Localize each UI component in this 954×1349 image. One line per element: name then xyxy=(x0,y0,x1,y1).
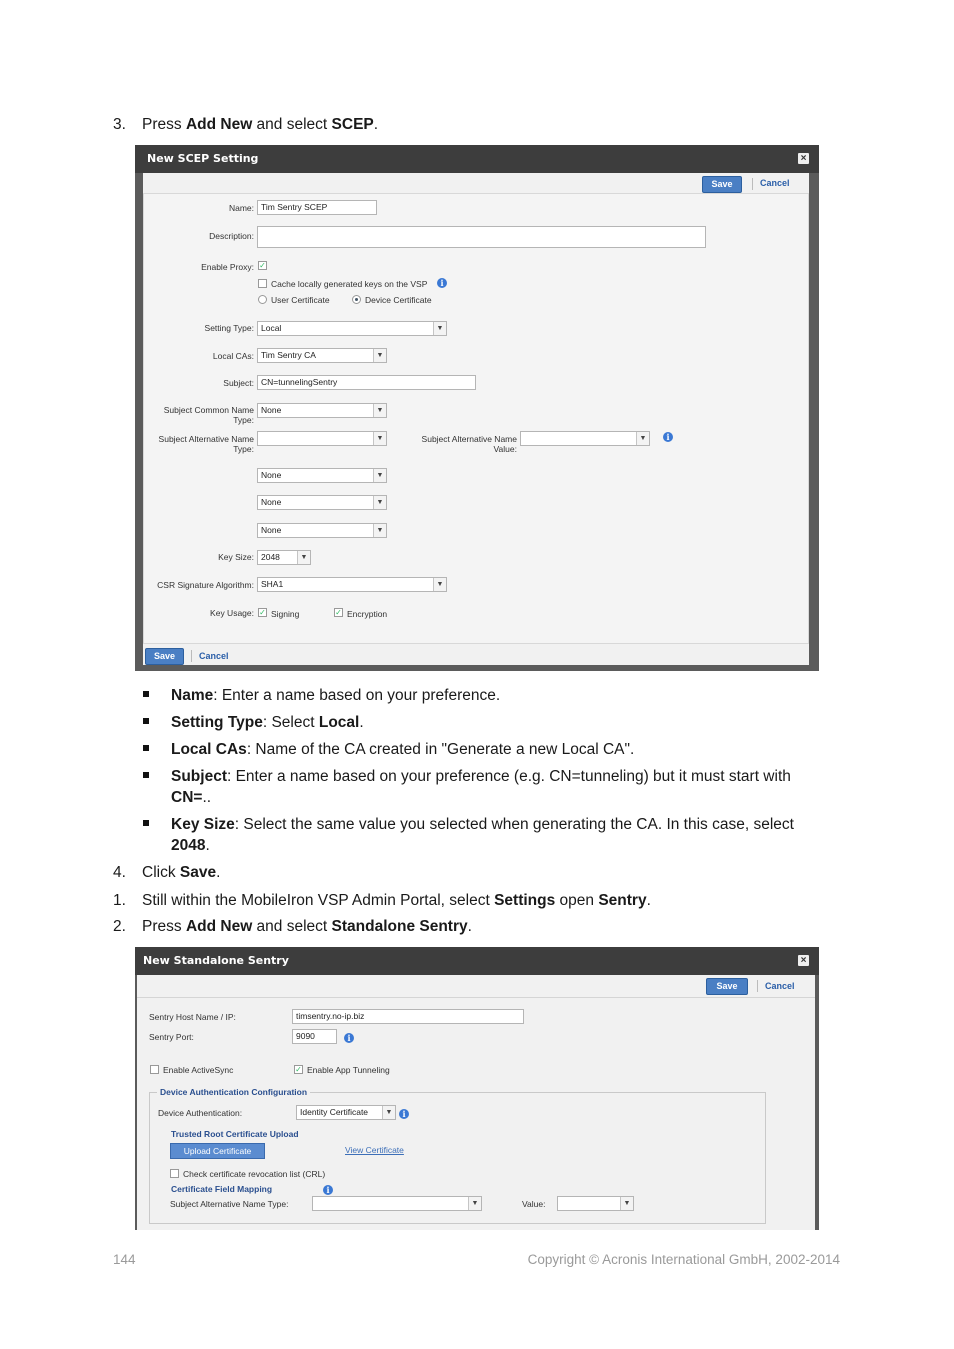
port-label: Sentry Port: xyxy=(149,1032,194,1042)
step-3: 3. Press Add New and select SCEP. xyxy=(113,116,379,133)
extra-select-3[interactable]: None ▼ xyxy=(257,523,387,538)
divider xyxy=(757,980,758,992)
cancel-button[interactable]: Cancel xyxy=(760,178,790,188)
bullet-icon xyxy=(143,745,149,751)
dialog-body xyxy=(143,173,809,665)
local-cas-select[interactable]: Tim Sentry CA ▼ xyxy=(257,348,387,363)
close-icon[interactable]: × xyxy=(798,955,809,966)
bullet-local-cas: Local CAs: Name of the CA created in "Generate a new Local CA". xyxy=(143,739,833,760)
trusted-root-title: Trusted Root Certificate Upload xyxy=(171,1129,299,1139)
setting-type-select[interactable]: Local ▼ xyxy=(257,321,447,336)
value-label: Value: xyxy=(522,1199,546,1209)
cancel-button-bottom[interactable]: Cancel xyxy=(199,651,229,661)
view-certificate-link[interactable]: View Certificate xyxy=(345,1145,404,1155)
divider xyxy=(191,650,192,662)
scn-type-select[interactable]: None ▼ xyxy=(257,403,387,418)
port-input[interactable]: 9090 xyxy=(292,1029,337,1044)
bullet-name: Name: Enter a name based on your preference. xyxy=(143,685,833,706)
chevron-down-icon: ▼ xyxy=(373,432,386,445)
chevron-down-icon: ▼ xyxy=(382,1106,395,1119)
enable-proxy-label: Enable Proxy: xyxy=(201,262,254,272)
user-certificate-label: User Certificate xyxy=(271,295,330,305)
info-icon[interactable]: i xyxy=(344,1033,354,1043)
activesync-checkbox[interactable] xyxy=(150,1065,159,1074)
crl-checkbox[interactable] xyxy=(170,1169,179,1178)
chevron-down-icon: ▼ xyxy=(373,469,386,482)
key-size-select[interactable]: 2048 ▼ xyxy=(257,550,311,565)
save-button[interactable]: Save xyxy=(702,176,742,193)
bullet-icon xyxy=(143,820,149,826)
divider xyxy=(137,997,815,998)
device-auth-legend: Device Authentication Configuration xyxy=(157,1087,310,1097)
bullet-icon xyxy=(143,718,149,724)
key-usage-label: Key Usage: xyxy=(210,608,254,618)
csr-select[interactable]: SHA1 ▼ xyxy=(257,577,447,592)
info-icon[interactable]: i xyxy=(323,1185,333,1195)
user-certificate-radio[interactable] xyxy=(258,295,267,304)
sentry-dialog xyxy=(135,947,819,1230)
dialog-title: New Standalone Sentry xyxy=(135,947,819,975)
cancel-button[interactable]: Cancel xyxy=(765,981,795,991)
chevron-down-icon: ▼ xyxy=(433,322,446,335)
san-type-select[interactable] xyxy=(312,1196,482,1211)
upload-certificate-button[interactable]: Upload Certificate xyxy=(170,1143,265,1159)
signing-label: Signing xyxy=(271,609,300,619)
device-auth-select[interactable]: Identity Certificate ▼ xyxy=(296,1105,396,1120)
bullet-setting-type: Setting Type: Select Local. xyxy=(143,712,833,733)
info-icon[interactable]: i xyxy=(437,278,447,288)
crl-label: Check certificate revocation list (CRL) xyxy=(183,1169,326,1179)
dialog-body xyxy=(137,975,815,1230)
name-input[interactable]: Tim Sentry SCEP xyxy=(257,200,377,215)
enable-proxy-checkbox[interactable]: ✓ xyxy=(259,261,266,270)
save-button[interactable]: Save xyxy=(706,978,748,995)
chevron-down-icon: ▼ xyxy=(433,578,446,591)
bullet-icon xyxy=(143,772,149,778)
device-certificate-label: Device Certificate xyxy=(365,295,432,305)
divider xyxy=(752,178,753,190)
chevron-down-icon: ▼ xyxy=(636,432,649,445)
step-2-sentry: 2. Press Add New and select Standalone Sentry. xyxy=(113,918,472,935)
subject-label: Subject: xyxy=(223,378,254,388)
chevron-down-icon: ▼ xyxy=(468,1197,481,1210)
chevron-down-icon: ▼ xyxy=(373,524,386,537)
setting-type-label: Setting Type: xyxy=(204,323,254,333)
extra-select-2[interactable]: None ▼ xyxy=(257,495,387,510)
san-type-select[interactable] xyxy=(257,431,387,446)
value-select[interactable] xyxy=(557,1196,634,1211)
encryption-label: Encryption xyxy=(347,609,388,619)
activesync-label: Enable ActiveSync xyxy=(163,1065,234,1075)
copyright: Copyright © Acronis International GmbH, 2002-2014 xyxy=(527,1252,840,1267)
san-value-select[interactable] xyxy=(520,431,650,446)
csr-label: CSR Signature Algorithm: xyxy=(157,580,254,590)
step-4: 4. Click Save. xyxy=(113,864,221,881)
chevron-down-icon: ▼ xyxy=(297,551,310,564)
host-input[interactable]: timsentry.no-ip.biz xyxy=(292,1009,524,1024)
chevron-down-icon: ▼ xyxy=(373,404,386,417)
scep-dialog xyxy=(135,145,819,671)
app-tunneling-label: Enable App Tunneling xyxy=(307,1065,390,1075)
name-label: Name: xyxy=(228,203,254,213)
info-icon[interactable]: i xyxy=(663,432,673,442)
page-number: 144 xyxy=(113,1252,136,1267)
save-button-bottom[interactable]: Save xyxy=(145,648,184,665)
step-1-sentry: 1. Still within the MobileIron VSP Admin Portal, select Settings open Sentry. xyxy=(113,892,651,909)
chevron-down-icon: ▼ xyxy=(373,496,386,509)
san-type-label: Subject Alternative Name Type: xyxy=(170,1199,289,1209)
cache-keys-checkbox[interactable] xyxy=(258,279,267,288)
step-number: 3. xyxy=(113,116,126,133)
form-panel xyxy=(143,193,809,644)
app-tunneling-checkbox[interactable]: ✓ xyxy=(295,1065,302,1074)
key-size-label: Key Size: xyxy=(218,552,254,562)
device-certificate-radio[interactable] xyxy=(352,295,361,304)
local-cas-label: Local CAs: xyxy=(212,351,254,361)
description-label: Description: xyxy=(209,231,254,241)
info-icon[interactable]: i xyxy=(399,1109,409,1119)
subject-input[interactable]: CN=tunnelingSentry xyxy=(257,375,476,390)
encryption-checkbox[interactable]: ✓ xyxy=(335,608,342,617)
cache-keys-label: Cache locally generated keys on the VSP xyxy=(271,279,428,289)
san-value-label: Subject Alternative Name Value: xyxy=(421,434,517,454)
chevron-down-icon: ▼ xyxy=(620,1197,633,1210)
field-mapping-title: Certificate Field Mapping xyxy=(171,1184,273,1194)
chevron-down-icon: ▼ xyxy=(373,349,386,362)
bullet-subject: Subject: Enter a name based on your preference (e.g. CN=tunneling) but it must start with CN=.. xyxy=(143,766,833,808)
description-input[interactable] xyxy=(257,226,706,248)
device-auth-label: Device Authentication: xyxy=(158,1108,243,1118)
san-type-label: Subject Alternative Name Type: xyxy=(158,434,254,454)
signing-checkbox[interactable]: ✓ xyxy=(259,608,266,617)
scn-type-label: Subject Common Name Type: xyxy=(163,405,254,425)
close-icon[interactable]: × xyxy=(798,153,809,164)
bullet-icon xyxy=(143,691,149,697)
dialog-title: New SCEP Setting xyxy=(135,145,819,173)
host-label: Sentry Host Name / IP: xyxy=(149,1012,236,1022)
extra-select-1[interactable]: None ▼ xyxy=(257,468,387,483)
bullet-key-size: Key Size: Select the same value you selected when generating the CA. In this case, select 2048. xyxy=(143,814,833,856)
